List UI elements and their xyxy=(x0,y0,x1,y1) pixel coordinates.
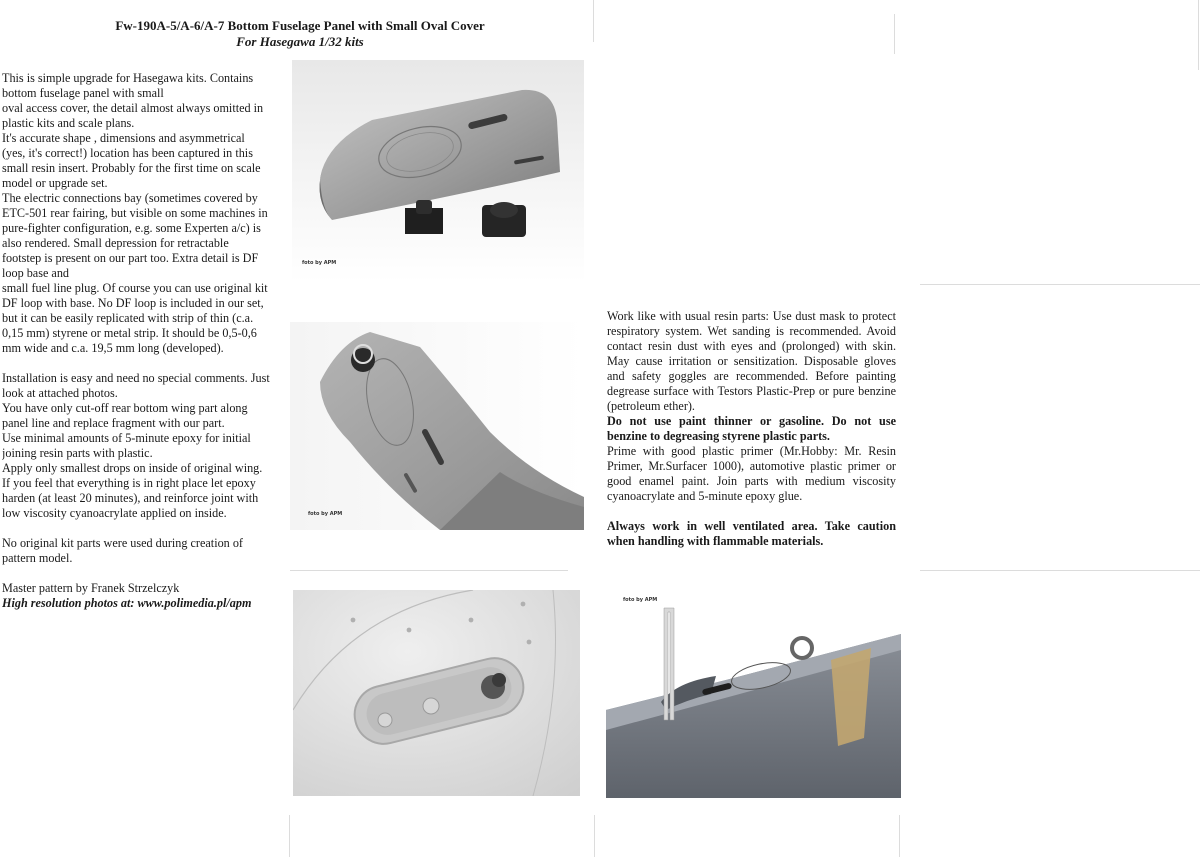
photo-wing-installed xyxy=(290,322,584,530)
guide-line xyxy=(920,284,1200,285)
text-line: pure-fighter configuration, e.g. some Experten a/c) is xyxy=(2,221,261,235)
photo-assembled-fuselage xyxy=(606,590,901,798)
safety-paragraph: Work like with usual resin parts: Use dust mask to protect respiratory system. Wet sanding is recommended. Avoid contact resin dust with eyes and (prolonged) with skin. May cause irritation or sensitization. Disposable gloves and safety goggles are recommended. Before painting degrease surface with Testors Plastic-Prep or pure benzine (petroleum ether). xyxy=(607,309,896,413)
text-line: small resin insert. Probably for the first time on scale xyxy=(2,161,261,175)
text-line: loop base and xyxy=(2,266,70,280)
guide-line xyxy=(920,570,1200,571)
text-line: pattern model. xyxy=(2,551,73,565)
resin-panel-image xyxy=(292,60,584,282)
photo-credit: foto by APM xyxy=(308,511,343,517)
text-line: The electric connections bay (sometimes covered by xyxy=(2,191,258,205)
text-line: panel line and replace fragment with our part. xyxy=(2,416,225,430)
text-line: small fuel line plug. Of course you can use original kit xyxy=(2,281,268,295)
master-pattern-credit: Master pattern by Franek Strzelczyk xyxy=(2,581,180,595)
text-line: (yes, it's correct!) location has been captured in this xyxy=(2,146,253,160)
page-subtitle: For Hasegawa 1/32 kits xyxy=(236,34,364,49)
page-title: Fw-190A-5/A-6/A-7 Bottom Fuselage Panel with Small Oval Cover xyxy=(115,18,485,33)
text-line: Apply only smallest drops on inside of original wing. xyxy=(2,461,263,475)
photos-link[interactable]: High resolution photos at: www.polimedia.pl/apm xyxy=(2,596,252,610)
text-line: Installation is easy and need no special comments. Just xyxy=(2,371,270,385)
guide-line xyxy=(290,570,568,571)
text-line: DF loop with base. No DF loop is included in our set, xyxy=(2,296,264,310)
text-line: look at attached photos. xyxy=(2,386,118,400)
text-line: joining resin parts with plastic. xyxy=(2,446,153,460)
text-line: This is simple upgrade for Hasegawa kits. Contains xyxy=(2,71,254,85)
primer-paragraph: Prime with good plastic primer (Mr.Hobby: Mr. Resin Primer, Mr.Surfacer 1000), automotive plastic primer or good enamel paint. Join parts with medium viscosity cyanoacrylate and 5-minute epoxy glue. xyxy=(607,444,896,503)
photo-credit: foto by APM xyxy=(623,597,658,603)
guide-line xyxy=(594,815,595,857)
guide-line xyxy=(289,815,290,857)
text-line: but it can be easily replicated with strip of thin (c.a. xyxy=(2,311,254,325)
text-line: No original kit parts were used during creation of xyxy=(2,536,243,550)
text-line: harden (at least 20 minutes), and reinforce joint with xyxy=(2,491,259,505)
photo-resin-panel xyxy=(292,60,584,282)
closing-warning: Always work in well ventilated area. Take caution when handling with flammable materials. xyxy=(607,519,896,548)
wing-installed-image xyxy=(290,322,584,530)
right-text-column xyxy=(607,309,896,549)
guide-line xyxy=(899,815,900,857)
guide-line xyxy=(1198,0,1199,70)
text-line: You have only cut-off rear bottom wing part along xyxy=(2,401,248,415)
text-line: model or upgrade set. xyxy=(2,176,108,190)
text-line: Use minimal amounts of 5-minute epoxy for initial xyxy=(2,431,251,445)
text-line: low viscosity cyanoacrylate applied on inside. xyxy=(2,506,227,520)
text-line: also rendered. Small depression for retractable xyxy=(2,236,229,250)
assembled-fuselage-image xyxy=(606,590,901,798)
photo-oval-cover-closeup xyxy=(293,590,580,796)
oval-cover-closeup-image xyxy=(293,590,580,796)
left-text-column xyxy=(2,71,290,611)
text-line: If you feel that everything is in right place let epoxy xyxy=(2,476,256,490)
text-line: footstep is present on our part too. Extra detail is DF xyxy=(2,251,259,265)
photo-credit: foto by APM xyxy=(302,260,337,266)
text-line: It's accurate shape , dimensions and asymmetrical xyxy=(2,131,245,145)
text-line: mm wide and c.a. 19,5 mm long (developed). xyxy=(2,341,224,355)
text-line: plastic kits and scale plans. xyxy=(2,116,135,130)
text-line: oval access cover, the detail almost always omitted in xyxy=(2,101,264,115)
text-line: bottom fuselage panel with small xyxy=(2,86,164,100)
text-line: ETC-501 rear fairing, but visible on some machines in xyxy=(2,206,268,220)
text-line: 0,15 mm) styrene or metal strip. It should be 0,5-0,6 xyxy=(2,326,257,340)
warning-paragraph: Do not use paint thinner or gasoline. Do not use benzine to degreasing styrene plastic parts. xyxy=(607,414,896,443)
guide-line xyxy=(894,14,895,54)
